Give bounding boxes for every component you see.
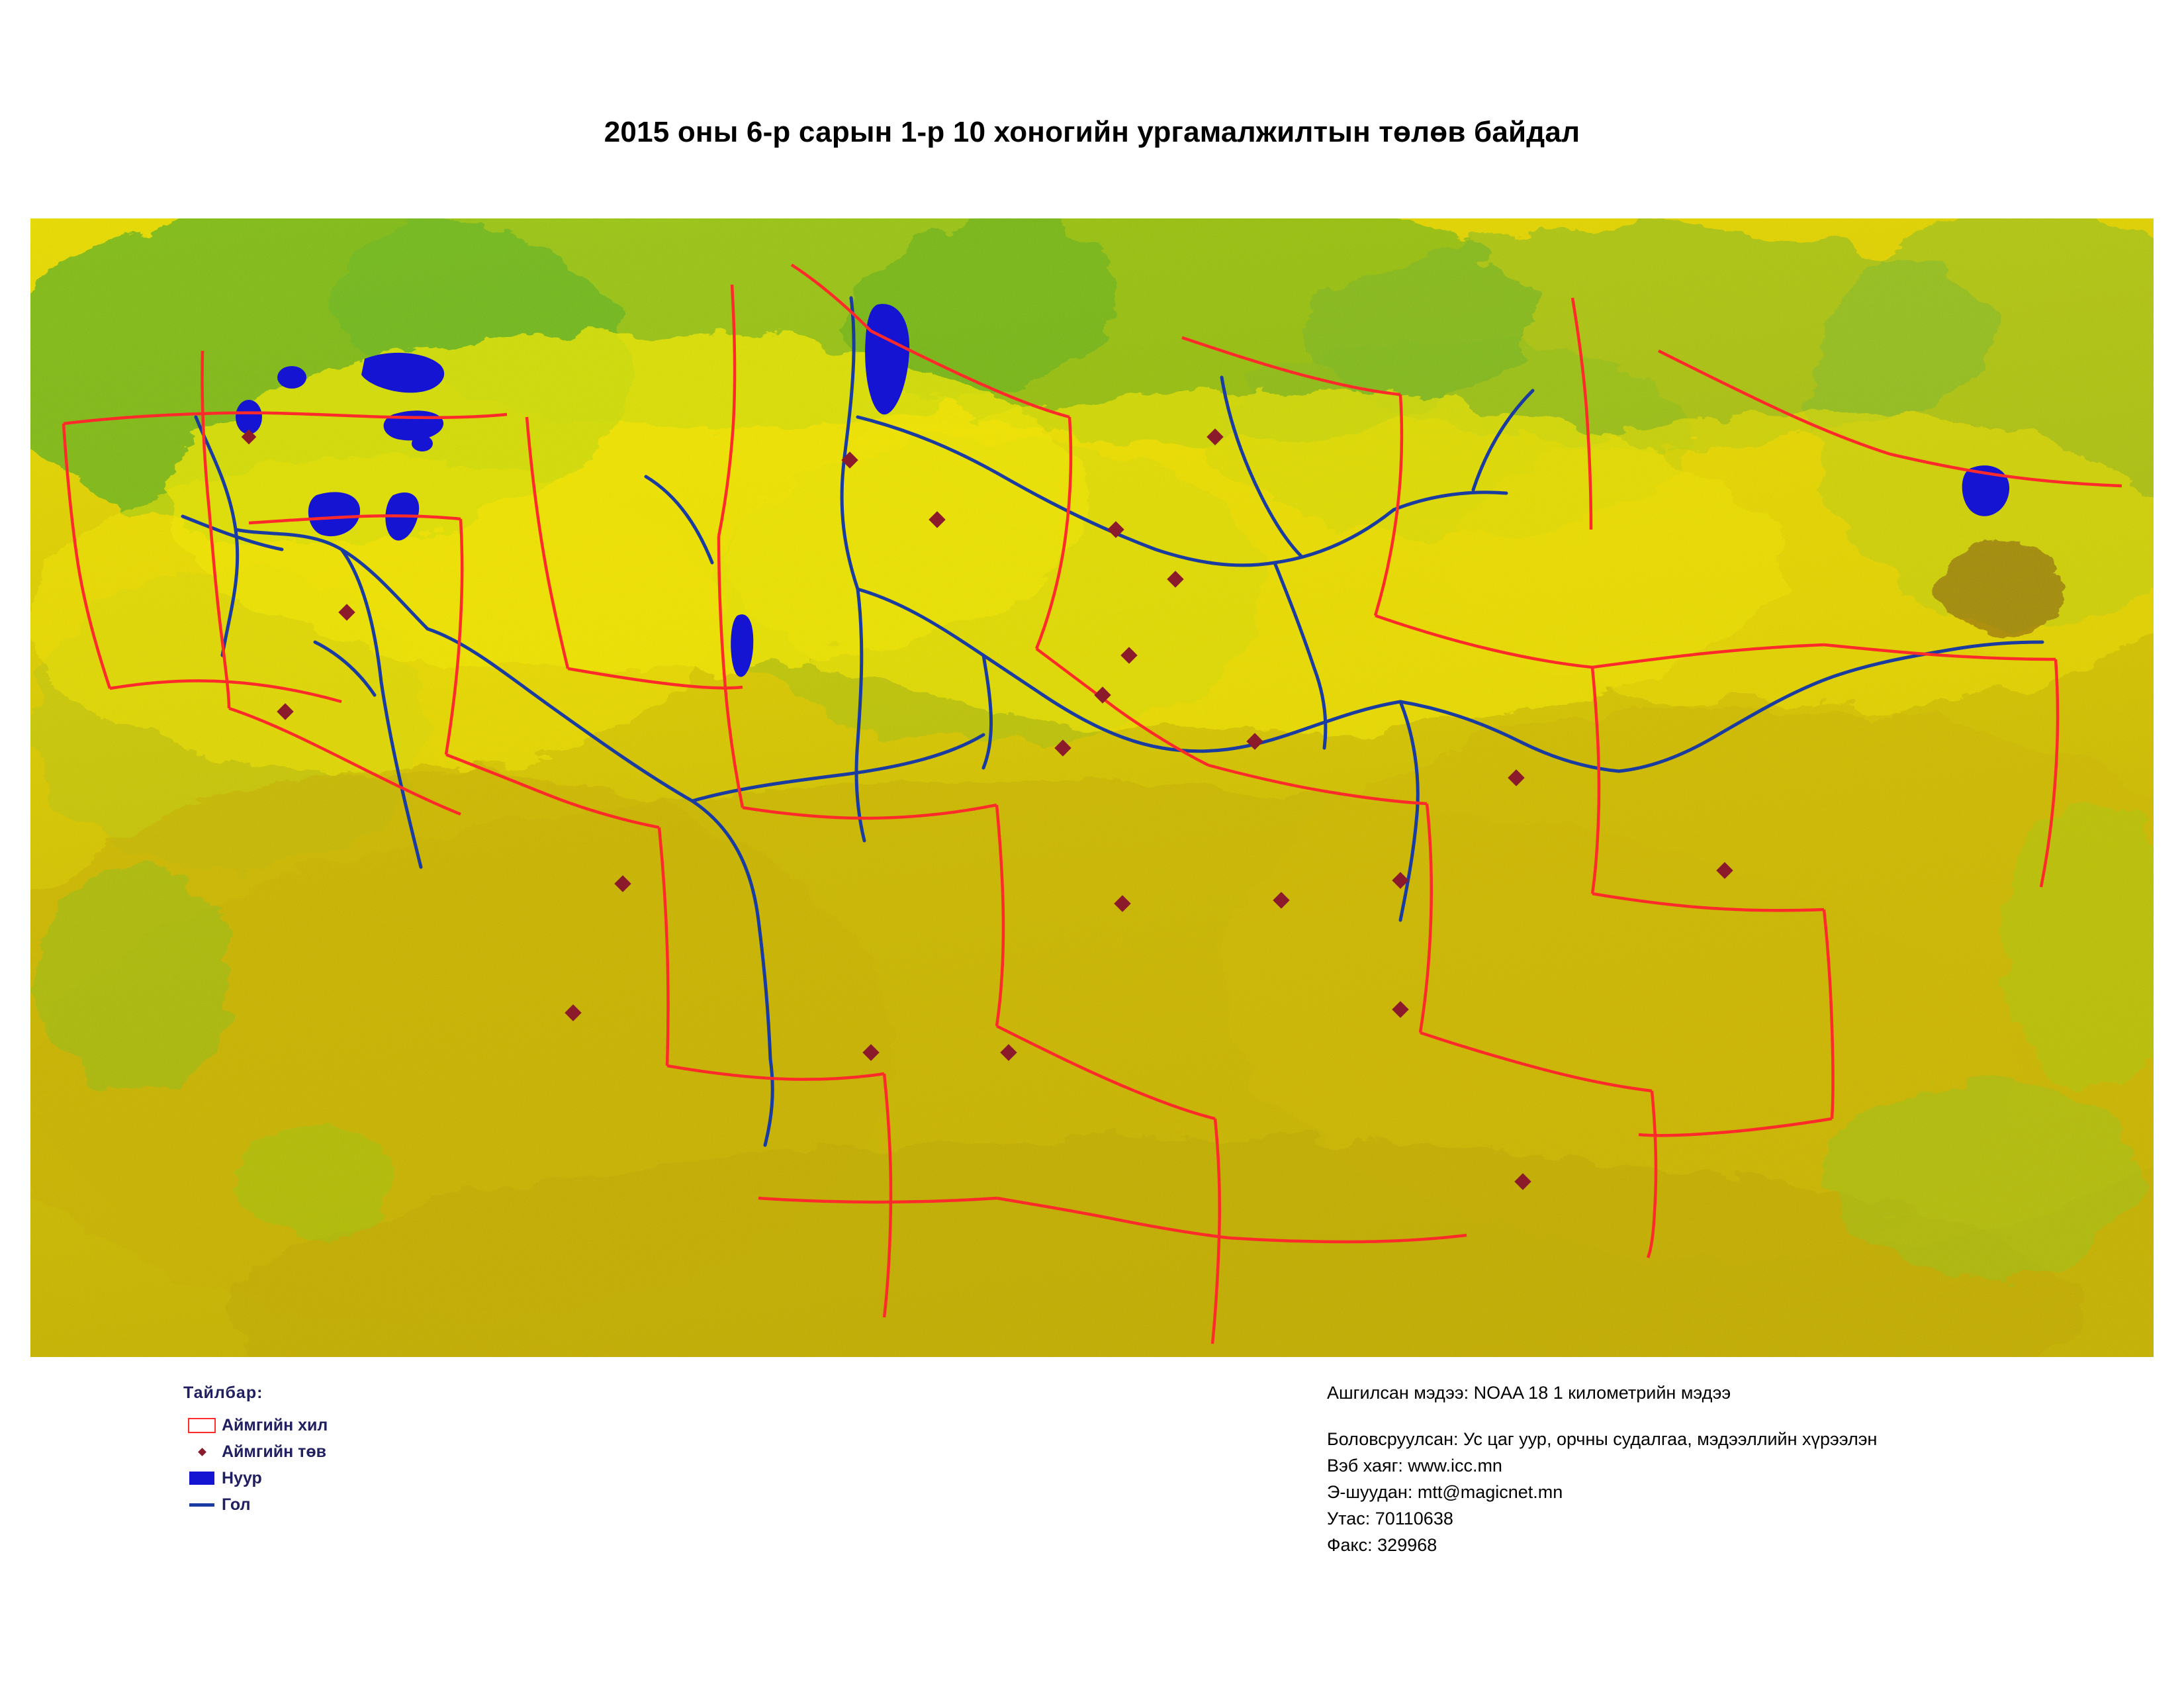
- credits-email: Э-шуудан: mtt@magicnet.mn: [1327, 1481, 1563, 1502]
- credits-fax: Факс: 329968: [1327, 1534, 1437, 1555]
- legend-item-province-border: [182, 1412, 460, 1438]
- credits-processed-by: Боловсруулсан: Ус цаг уур, орчны судалгаа, мэдээллийн хүрээлэн: [1327, 1429, 1878, 1449]
- credits-spacer: [1327, 1407, 2121, 1427]
- legend-label-province-border: Аймгийн хил: [222, 1415, 328, 1434]
- page-title: 2015 оны 6-р сарын 1-р 10 хоногийн ургамалжилтын төлөв байдал: [604, 116, 1580, 148]
- line-icon: [182, 1503, 222, 1507]
- filled-rect-icon: [182, 1472, 222, 1485]
- legend-label-river: Гол: [222, 1495, 251, 1514]
- credits-block: [1327, 1380, 2121, 1559]
- credits-web: Вэб хаяг: www.icc.mn: [1327, 1455, 1502, 1476]
- legend-item-lake: [182, 1465, 460, 1491]
- polygon-outline-icon: [182, 1418, 222, 1433]
- credits-source: Ашгилсан мэдээ: NOAA 18 1 километрийн мэдээ: [1327, 1383, 1731, 1403]
- diamond-point-icon: [182, 1449, 222, 1455]
- map-legend: [182, 1383, 460, 1518]
- credits-phone: Утас: 70110638: [1327, 1508, 1453, 1528]
- vegetation-map: [30, 218, 2154, 1357]
- legend-label-lake: Нуур: [222, 1468, 262, 1487]
- legend-label-province-center: Аймгийн төв: [222, 1442, 326, 1461]
- map-canvas[interactable]: [30, 218, 2154, 1357]
- legend-title: Тайлбар:: [183, 1383, 263, 1402]
- legend-item-province-center: [182, 1438, 460, 1465]
- legend-item-river: [182, 1491, 460, 1518]
